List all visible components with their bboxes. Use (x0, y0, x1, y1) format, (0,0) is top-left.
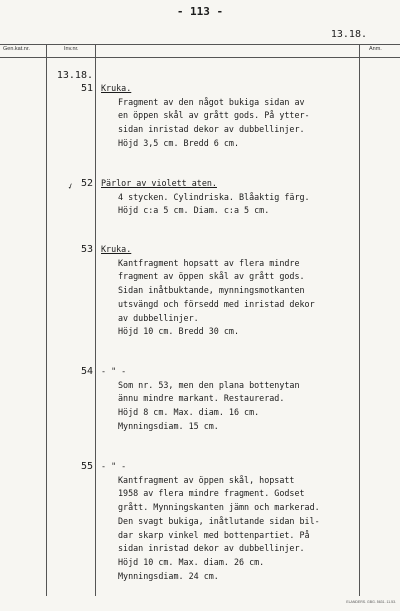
entry-line: sidan inristad dekor av dubbellinjer. (118, 543, 305, 554)
entry-line: ännu mindre markant. Restaurerad. (118, 393, 285, 404)
entry-title: Kruka. (101, 244, 132, 254)
catalog-reference: 13.18. (330, 29, 367, 40)
inventory-prefix: 13.18. (56, 70, 93, 81)
checkmark: ✓ (66, 181, 75, 193)
catalog-entry (101, 177, 333, 218)
header-gen-kat-nr: Gen.kat.nr. (3, 46, 30, 52)
inventory-number-51: 51 (80, 83, 93, 94)
ditto-mark: - " - (101, 366, 127, 376)
inventory-number-52: 52 (80, 178, 93, 189)
entry-line: Den svagt bukiga, inåtlutande sidan bil- (118, 515, 320, 526)
page-number: - 113 - (176, 5, 224, 18)
ditto-mark: - " - (101, 461, 127, 471)
entry-line: Fragment av den något bukiga sidan av (118, 96, 305, 107)
inventory-number-54: 54 (80, 366, 93, 377)
entry-line: Mynningsdiam. 15 cm. (118, 420, 219, 431)
entry-line: Höjd 8 cm. Max. diam. 16 cm. (118, 407, 260, 418)
entry-line: Höjd 10 cm. Bredd 30 cm. (118, 326, 240, 337)
entry-line: Kantfragment hopsatt av flera mindre (118, 257, 300, 268)
entry-line: 4 stycken. Cylindriska. Blåaktig färg. (118, 191, 310, 202)
column-divider-1 (46, 44, 47, 596)
entry-title: Pärlor av violett aten. (101, 178, 217, 188)
entry-line: 1958 av flera mindre fragment. Godset (118, 488, 305, 499)
entry-line: utsvängd och försedd med inristad dekor (118, 298, 315, 309)
entry-line: Som nr. 53, men den plana bottenytan (118, 379, 300, 390)
entry-line: en öppen skål av grått gods. På ytter- (118, 110, 310, 121)
entry-title: Kruka. (101, 83, 132, 93)
entry-line: sidan inristad dekor av dubbellinjer. (118, 124, 305, 135)
inventory-number-55: 55 (80, 461, 93, 472)
column-divider-3 (359, 44, 360, 596)
printer-imprint: ELANDERS. GBG. 5631. 11.53. (346, 600, 396, 604)
entry-line: Höjd c:a 5 cm. Diam. c:a 5 cm. (118, 205, 270, 216)
inventory-number-53: 53 (80, 244, 93, 255)
entry-line: Kantfragment av öppen skål, hopsatt (118, 474, 295, 485)
catalog-entry (101, 82, 333, 151)
entry-line: Höjd 10 cm. Max. diam. 26 cm. (118, 556, 265, 567)
catalog-entry (101, 243, 333, 339)
header-anm: Anm. (369, 46, 382, 52)
header-rule (0, 57, 400, 58)
column-divider-2 (95, 44, 96, 596)
entry-line: Mynningsdiam. 24 cm. (118, 570, 219, 581)
entry-line: av dubbellinjer. (118, 312, 199, 323)
header-inv-nr: Inv.nr. (64, 46, 79, 52)
table-top-rule (0, 44, 400, 45)
catalog-entry (101, 365, 333, 434)
catalog-entry (101, 460, 333, 583)
entry-line: Sidan inåtbuktande, mynningsmotkanten (118, 285, 305, 296)
entry-line: fragment av öppen skål av grått gods. (118, 271, 305, 282)
entry-line: dar skarp vinkel med bottenpartiet. På (118, 529, 310, 540)
entry-line: grått. Mynningskanten jämn och markerad. (118, 502, 320, 513)
entry-line: Höjd 3,5 cm. Bredd 6 cm. (118, 137, 240, 148)
